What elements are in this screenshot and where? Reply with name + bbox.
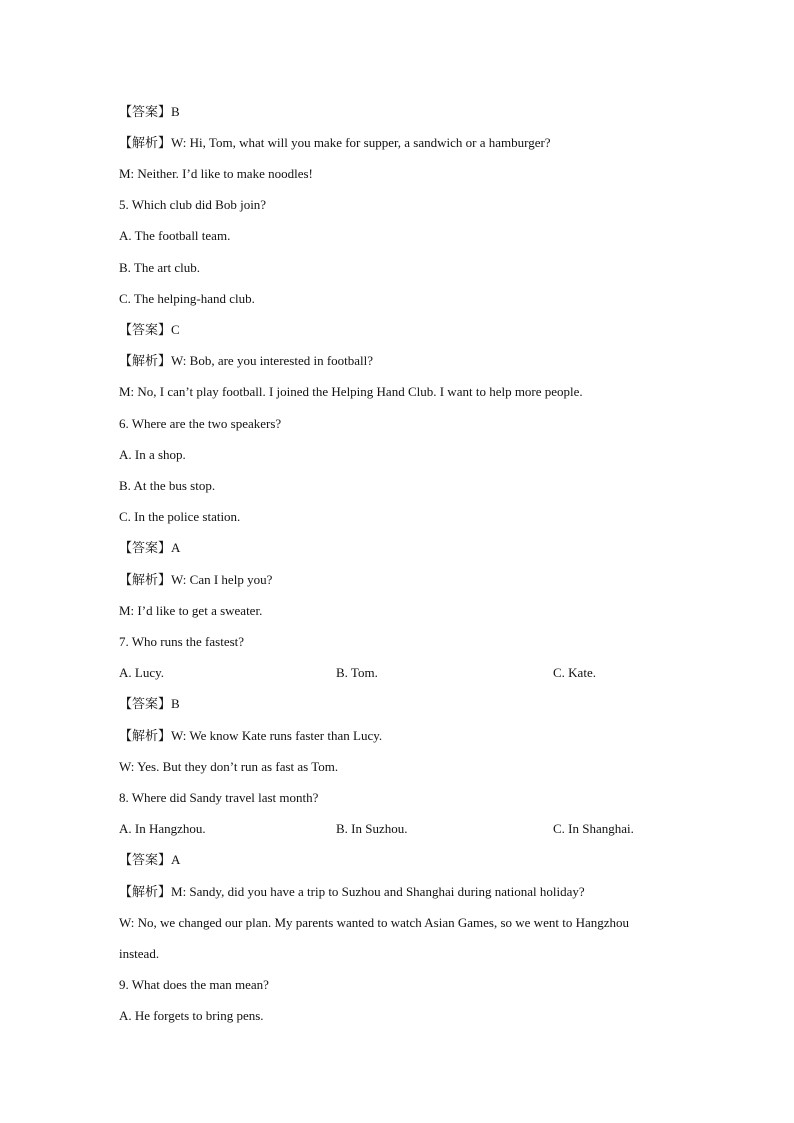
question-8: 8. Where did Sandy travel last month? [119,790,319,805]
analysis-line-q6 [119,572,272,589]
answer-line-q8 [119,852,180,869]
script-line: W: Yes. But they don’t run as fast as Tom. [119,759,339,774]
option-8c: C. In Shanghai. [553,821,634,836]
analysis-line-q7 [119,728,382,745]
analysis-text: W: Bob, are you interested in football? [171,353,374,368]
question-7: 7. Who runs the fastest? [119,634,245,649]
script-line: W: No, we changed our plan. My parents wanted to watch Asian Games, so we went to Hangzhou [119,915,629,930]
analysis-label: 【解析】 [119,354,172,369]
script-line: M: No, I can’t play football. I joined the Helping Hand Club. I want to help more people. [119,384,583,399]
answer-label: 【答案】 [119,697,172,712]
answer-value: A [171,852,181,867]
analysis-text: W: Can I help you? [171,572,273,587]
answer-value: B [171,104,180,119]
answer-line-q5 [119,322,180,339]
option-7a: A. Lucy. [119,665,165,680]
analysis-line-q5 [119,353,373,370]
option-6a: A. In a shop. [119,447,186,462]
answer-line-q7 [119,696,180,713]
option-6c: C. In the police station. [119,509,241,524]
script-line: M: I’d like to get a sweater. [119,603,263,618]
analysis-label: 【解析】 [119,136,172,151]
option-5c: C. The helping-hand club. [119,291,255,306]
analysis-text: W: We know Kate runs faster than Lucy. [171,728,383,743]
script-line: M: Neither. I’d like to make noodles! [119,166,313,181]
option-7c: C. Kate. [553,665,596,680]
answer-label: 【答案】 [119,105,172,120]
answer-value: B [171,696,180,711]
analysis-line-q8 [119,884,585,901]
analysis-label: 【解析】 [119,885,172,900]
option-8b: B. In Suzhou. [336,821,408,836]
answer-value: C [171,322,180,337]
analysis-label: 【解析】 [119,573,172,588]
analysis-text: W: Hi, Tom, what will you make for supper, a sandwich or a hamburger? [171,135,551,150]
option-7b: B. Tom. [336,665,378,680]
option-5b: B. The art club. [119,260,200,275]
analysis-line-q4 [119,135,551,152]
answer-label: 【答案】 [119,853,172,868]
question-5: 5. Which club did Bob join? [119,197,267,212]
question-9: 9. What does the man mean? [119,977,269,992]
option-9a: A. He forgets to bring pens. [119,1008,264,1023]
answer-value: A [171,540,181,555]
option-8a: A. In Hangzhou. [119,821,206,836]
script-line: instead. [119,946,160,961]
option-5a: A. The football team. [119,228,231,243]
answer-line-q4 [119,104,180,121]
option-6b: B. At the bus stop. [119,478,216,493]
answer-line-q6 [119,540,180,557]
answer-label: 【答案】 [119,541,172,556]
question-6: 6. Where are the two speakers? [119,416,282,431]
analysis-text: M: Sandy, did you have a trip to Suzhou and Shanghai during national holiday? [171,884,585,899]
answer-label: 【答案】 [119,323,172,338]
analysis-label: 【解析】 [119,729,172,744]
